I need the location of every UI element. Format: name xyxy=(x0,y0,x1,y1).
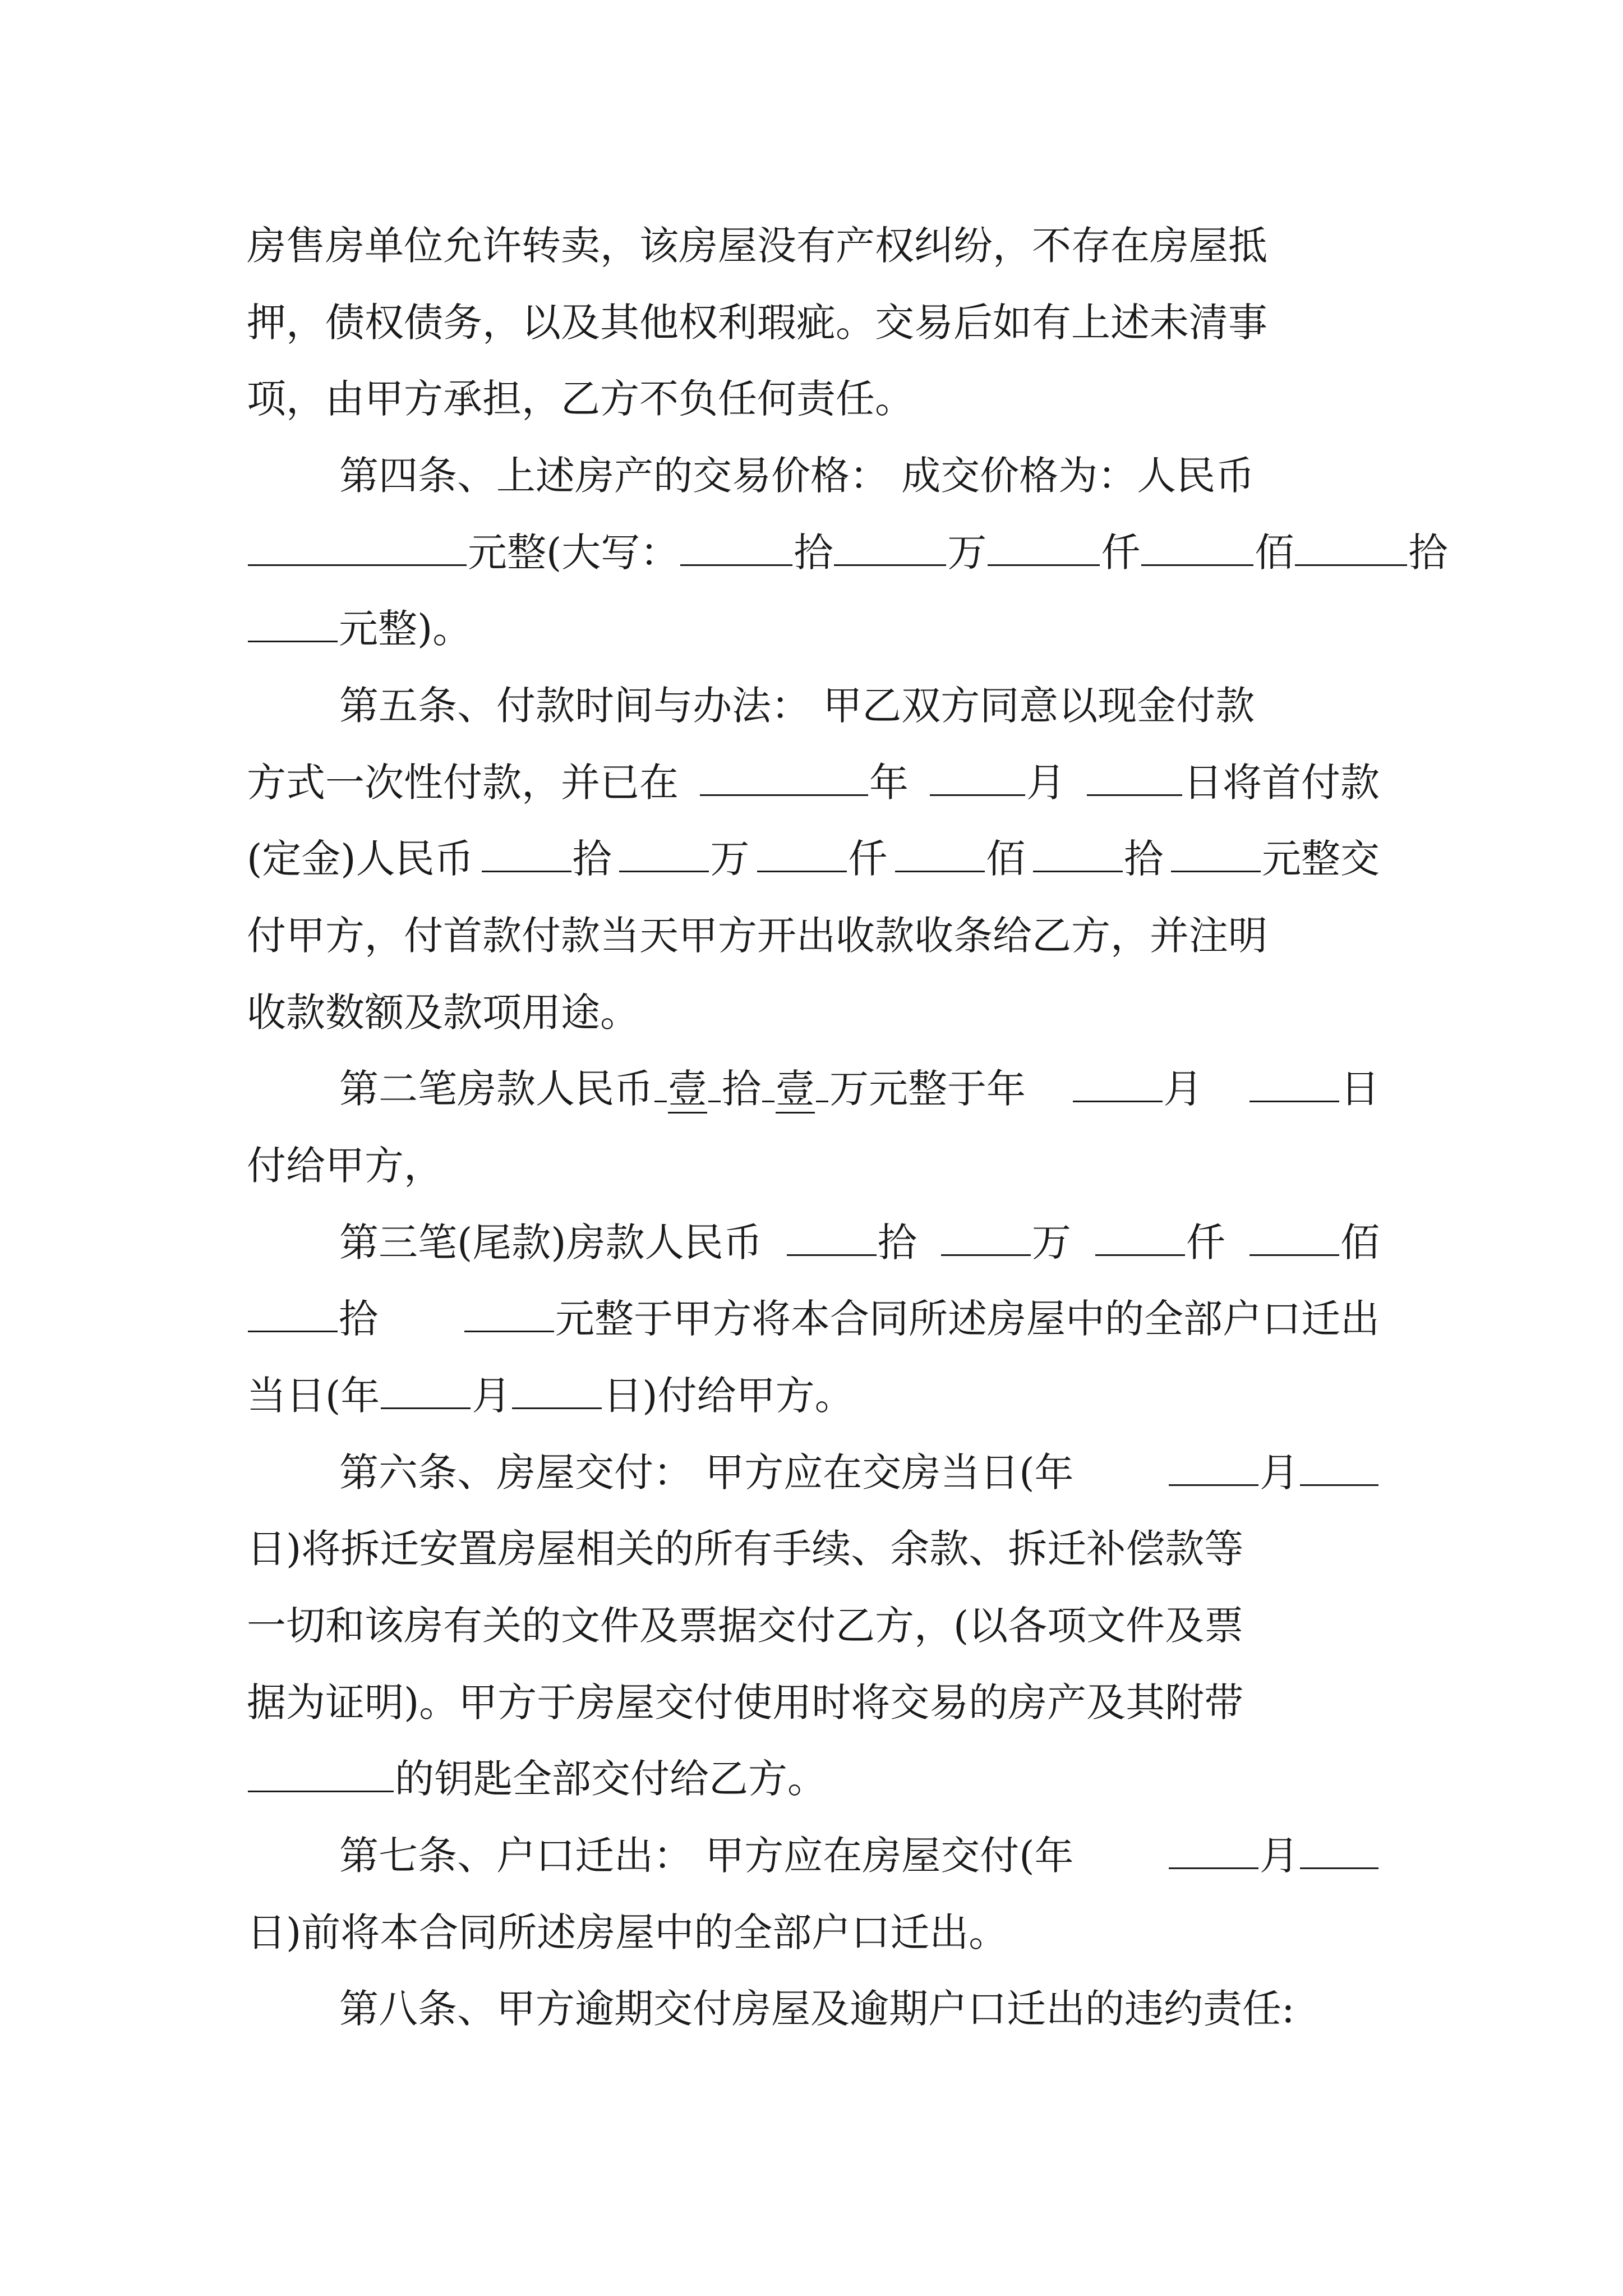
unit-shi: 拾 xyxy=(722,1066,761,1112)
blank-field[interactable] xyxy=(482,831,571,872)
clause-5-line-5: 收款数额及款项用途。 xyxy=(247,990,639,1036)
blank-field[interactable] xyxy=(895,831,985,872)
clause-3-line-2: 押，债权债务，以及其他权利瑕疵。交易后如有上述未清事 xyxy=(247,300,1267,346)
filled-value: 壹 xyxy=(776,1066,815,1114)
clause-6-line-2: 日)将拆迁安置房屋相关的所有手续、余款、拆迁补偿款等 xyxy=(247,1526,1244,1572)
down-payment-text: 日将首付款 xyxy=(1183,760,1380,806)
price-amount-label: 元整(大写： xyxy=(468,530,680,576)
blank-field[interactable] xyxy=(1087,755,1182,796)
blank-field[interactable] xyxy=(834,525,946,566)
text-line xyxy=(247,1135,1380,1197)
unit-month: 月 xyxy=(1260,1450,1299,1496)
unit-shi: 拾 xyxy=(1124,836,1164,882)
blank-field[interactable] xyxy=(700,755,868,796)
blank-field[interactable] xyxy=(248,601,338,642)
blank-field[interactable] xyxy=(1300,1445,1378,1486)
second-payment-date-label: 万元整于年 xyxy=(829,1066,1026,1112)
blank-field[interactable] xyxy=(381,1368,471,1409)
unit-wan: 万 xyxy=(1031,1220,1071,1266)
deposit-label: (定金)人民币 xyxy=(247,836,474,882)
unit-qian: 仟 xyxy=(1101,530,1141,576)
unit-shi: 拾 xyxy=(794,530,833,576)
third-payment-ending: 日)付给甲方。 xyxy=(603,1373,854,1419)
text-line xyxy=(247,292,1380,353)
unit-qian: 仟 xyxy=(1186,1220,1225,1266)
text-line xyxy=(339,1058,1380,1120)
blank-field[interactable] xyxy=(988,525,1100,566)
text-line xyxy=(339,1442,1380,1503)
text-line xyxy=(247,982,1380,1043)
text-line xyxy=(247,1902,1380,1963)
blank-field[interactable] xyxy=(708,1061,721,1102)
blank-field[interactable] xyxy=(757,831,847,872)
clause-6-line-5: 的钥匙全部交付给乙方。 xyxy=(395,1756,827,1802)
text-line xyxy=(247,1518,1380,1580)
text-line xyxy=(247,1365,1380,1427)
blank-field[interactable] xyxy=(941,1215,1031,1256)
blank-field[interactable] xyxy=(1095,1215,1185,1256)
third-payment-date-label: 当日(年 xyxy=(247,1373,380,1419)
text-line xyxy=(339,1978,1380,2040)
text-line xyxy=(247,752,1380,813)
filled-value: 壹 xyxy=(668,1066,707,1114)
blank-field[interactable] xyxy=(930,755,1025,796)
unit-wan: 万 xyxy=(710,836,750,882)
blank-field[interactable] xyxy=(1169,1445,1258,1486)
blank-field[interactable] xyxy=(1249,1215,1339,1256)
deposit-ending: 元整交 xyxy=(1261,836,1380,882)
clause-7-line-2: 日)前将本合同所述房屋中的全部户口迁出。 xyxy=(247,1910,1008,1955)
unit-month: 月 xyxy=(1026,760,1066,806)
text-line xyxy=(339,675,1380,737)
text-line xyxy=(339,1212,1380,1273)
text-line xyxy=(247,522,1448,583)
clause-4-heading: 第四条、上述房产的交易价格： 成交价格为：人民币 xyxy=(339,453,1255,499)
blank-field[interactable] xyxy=(1295,525,1407,566)
clause-8-heading: 第八条、甲方逾期交付房屋及逾期户口迁出的违约责任: xyxy=(339,1986,1295,2032)
text-line xyxy=(339,445,1380,507)
blank-field[interactable] xyxy=(512,1368,602,1409)
blank-field[interactable] xyxy=(1171,831,1261,872)
blank-field[interactable] xyxy=(1169,1828,1258,1869)
clause-6-line-4: 据为证明)。甲方于房屋交付使用时将交易的房产及其附带 xyxy=(247,1680,1244,1726)
blank-field[interactable] xyxy=(680,525,792,566)
clause-7-heading: 第七条、户口迁出： 甲方应在房屋交付(年 xyxy=(339,1833,1074,1879)
clause-3-line-3: 项，由甲方承担，乙方不负任何责任。 xyxy=(247,376,914,422)
blank-field[interactable] xyxy=(787,1215,877,1256)
text-line xyxy=(247,828,1380,890)
unit-month: 月 xyxy=(1260,1833,1299,1879)
payment-method-text: 方式一次性付款，并已在 xyxy=(247,760,679,806)
clause-5-line-4: 付甲方，付首款付款当天甲方开出收款收条给乙方，并注明 xyxy=(247,913,1267,959)
unit-bai: 佰 xyxy=(1255,530,1294,576)
blank-field[interactable] xyxy=(619,831,709,872)
second-payment-line-2: 付给甲方， xyxy=(247,1143,443,1189)
text-line xyxy=(247,905,1380,967)
blank-field[interactable] xyxy=(1073,1061,1163,1102)
text-line xyxy=(247,1672,1380,1733)
third-payment-condition: 元整于甲方将本合同所述房屋中的全部户口迁出 xyxy=(555,1296,1380,1342)
text-line xyxy=(339,1825,1380,1887)
clause-4-ending: 元整)。 xyxy=(339,606,472,652)
clause-6-line-3: 一切和该房有关的文件及票据交付乙方，(以各项文件及票 xyxy=(247,1603,1244,1649)
clause-6-heading: 第六条、房屋交付： 甲方应在交房当日(年 xyxy=(339,1450,1074,1496)
blank-field[interactable] xyxy=(248,1751,394,1792)
blank-field[interactable] xyxy=(654,1061,667,1102)
blank-field[interactable] xyxy=(1300,1828,1378,1869)
second-payment-label: 第二笔房款人民币 xyxy=(339,1066,653,1112)
blank-field[interactable] xyxy=(464,1291,554,1332)
text-line xyxy=(247,1288,1380,1350)
clause-5-heading: 第五条、付款时间与办法： 甲乙双方同意以现金付款 xyxy=(339,683,1255,729)
unit-month: 月 xyxy=(1163,1066,1203,1112)
unit-shi: 拾 xyxy=(1408,530,1448,576)
clause-3-line-1: 房售房单位允许转卖，该房屋没有产权纠纷，不存在房屋抵 xyxy=(247,223,1267,269)
unit-year: 年 xyxy=(869,760,909,806)
unit-wan: 万 xyxy=(947,530,987,576)
unit-qian: 仟 xyxy=(848,836,888,882)
text-line xyxy=(247,598,1380,660)
unit-shi: 拾 xyxy=(572,836,612,882)
blank-field[interactable] xyxy=(816,1061,828,1102)
unit-day: 日 xyxy=(1340,1066,1380,1112)
third-payment-label: 第三笔(尾款)房款人民币 xyxy=(339,1220,763,1266)
blank-field[interactable] xyxy=(1141,525,1253,566)
text-line xyxy=(247,215,1380,277)
text-line xyxy=(247,1595,1380,1657)
unit-shi: 拾 xyxy=(877,1220,917,1266)
unit-month: 月 xyxy=(472,1373,511,1419)
blank-field[interactable] xyxy=(248,1291,338,1332)
unit-bai: 佰 xyxy=(986,836,1026,882)
unit-shi: 拾 xyxy=(339,1296,378,1342)
blank-field[interactable] xyxy=(1033,831,1123,872)
blank-field[interactable] xyxy=(248,525,467,566)
blank-field[interactable] xyxy=(1249,1061,1339,1102)
text-line xyxy=(247,1748,1380,1810)
unit-bai: 佰 xyxy=(1340,1220,1380,1266)
text-line xyxy=(247,368,1380,430)
blank-field[interactable] xyxy=(762,1061,774,1102)
